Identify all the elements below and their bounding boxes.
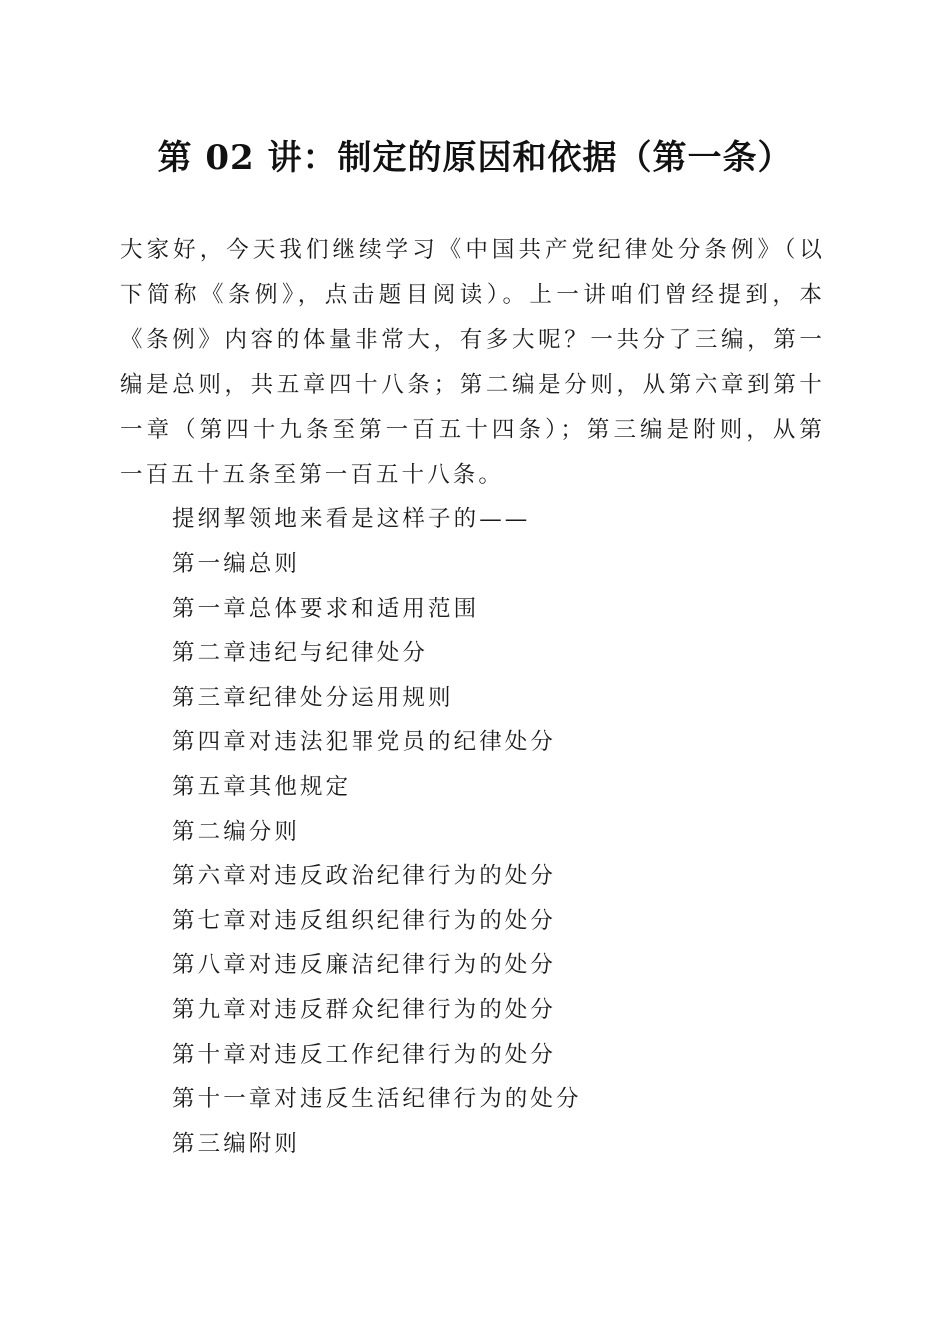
outline-item: 第九章对违反群众纪律行为的处分 [172,996,557,1023]
outline-item: 第二章违纪与纪律处分 [172,640,429,667]
page-title: 第 02 讲：制定的原因和依据（第一条） [157,138,793,178]
outline-item: 第一编总则 [172,551,301,577]
outline-item: 第一章总体要求和适用范围 [172,595,480,622]
intro-paragraph: 大家好，今天我们继续学习《中国共产党纪律处分条例》（以下简称《条例》，点击题目阅读）。上一讲咱们曾经提到，本《条例》内容的体量非常大，有多大呢？一共分了三编，第一编是总则，共五章四十八条；第二编是分则，从第六章到第十一章（第四十九条至第一百五十四条）；第三编是附则，从第一百五十五条至第一百五十八条。 [120,237,825,488]
outline-item: 第六章对违反政治纪律行为的处分 [172,863,557,890]
outline-lead: 提纲挈领地来看是这样子的—— [172,506,531,532]
outline-item: 第八章对违反廉洁纪律行为的处分 [172,952,557,979]
outline-item: 第五章其他规定 [172,773,352,800]
outline-item: 第二编分则 [172,818,301,845]
outline-list [172,542,582,1166]
outline-item: 第十章对违反工作纪律行为的处分 [172,1041,557,1068]
outline-item: 第四章对违法犯罪党员的纪律处分 [172,729,557,756]
outline-item: 第三章纪律处分运用规则 [172,684,454,711]
outline-item: 第三编附则 [172,1130,301,1157]
outline-item: 第十一章对违反生活纪律行为的处分 [172,1086,582,1113]
outline-item: 第七章对违反组织纪律行为的处分 [172,907,557,934]
